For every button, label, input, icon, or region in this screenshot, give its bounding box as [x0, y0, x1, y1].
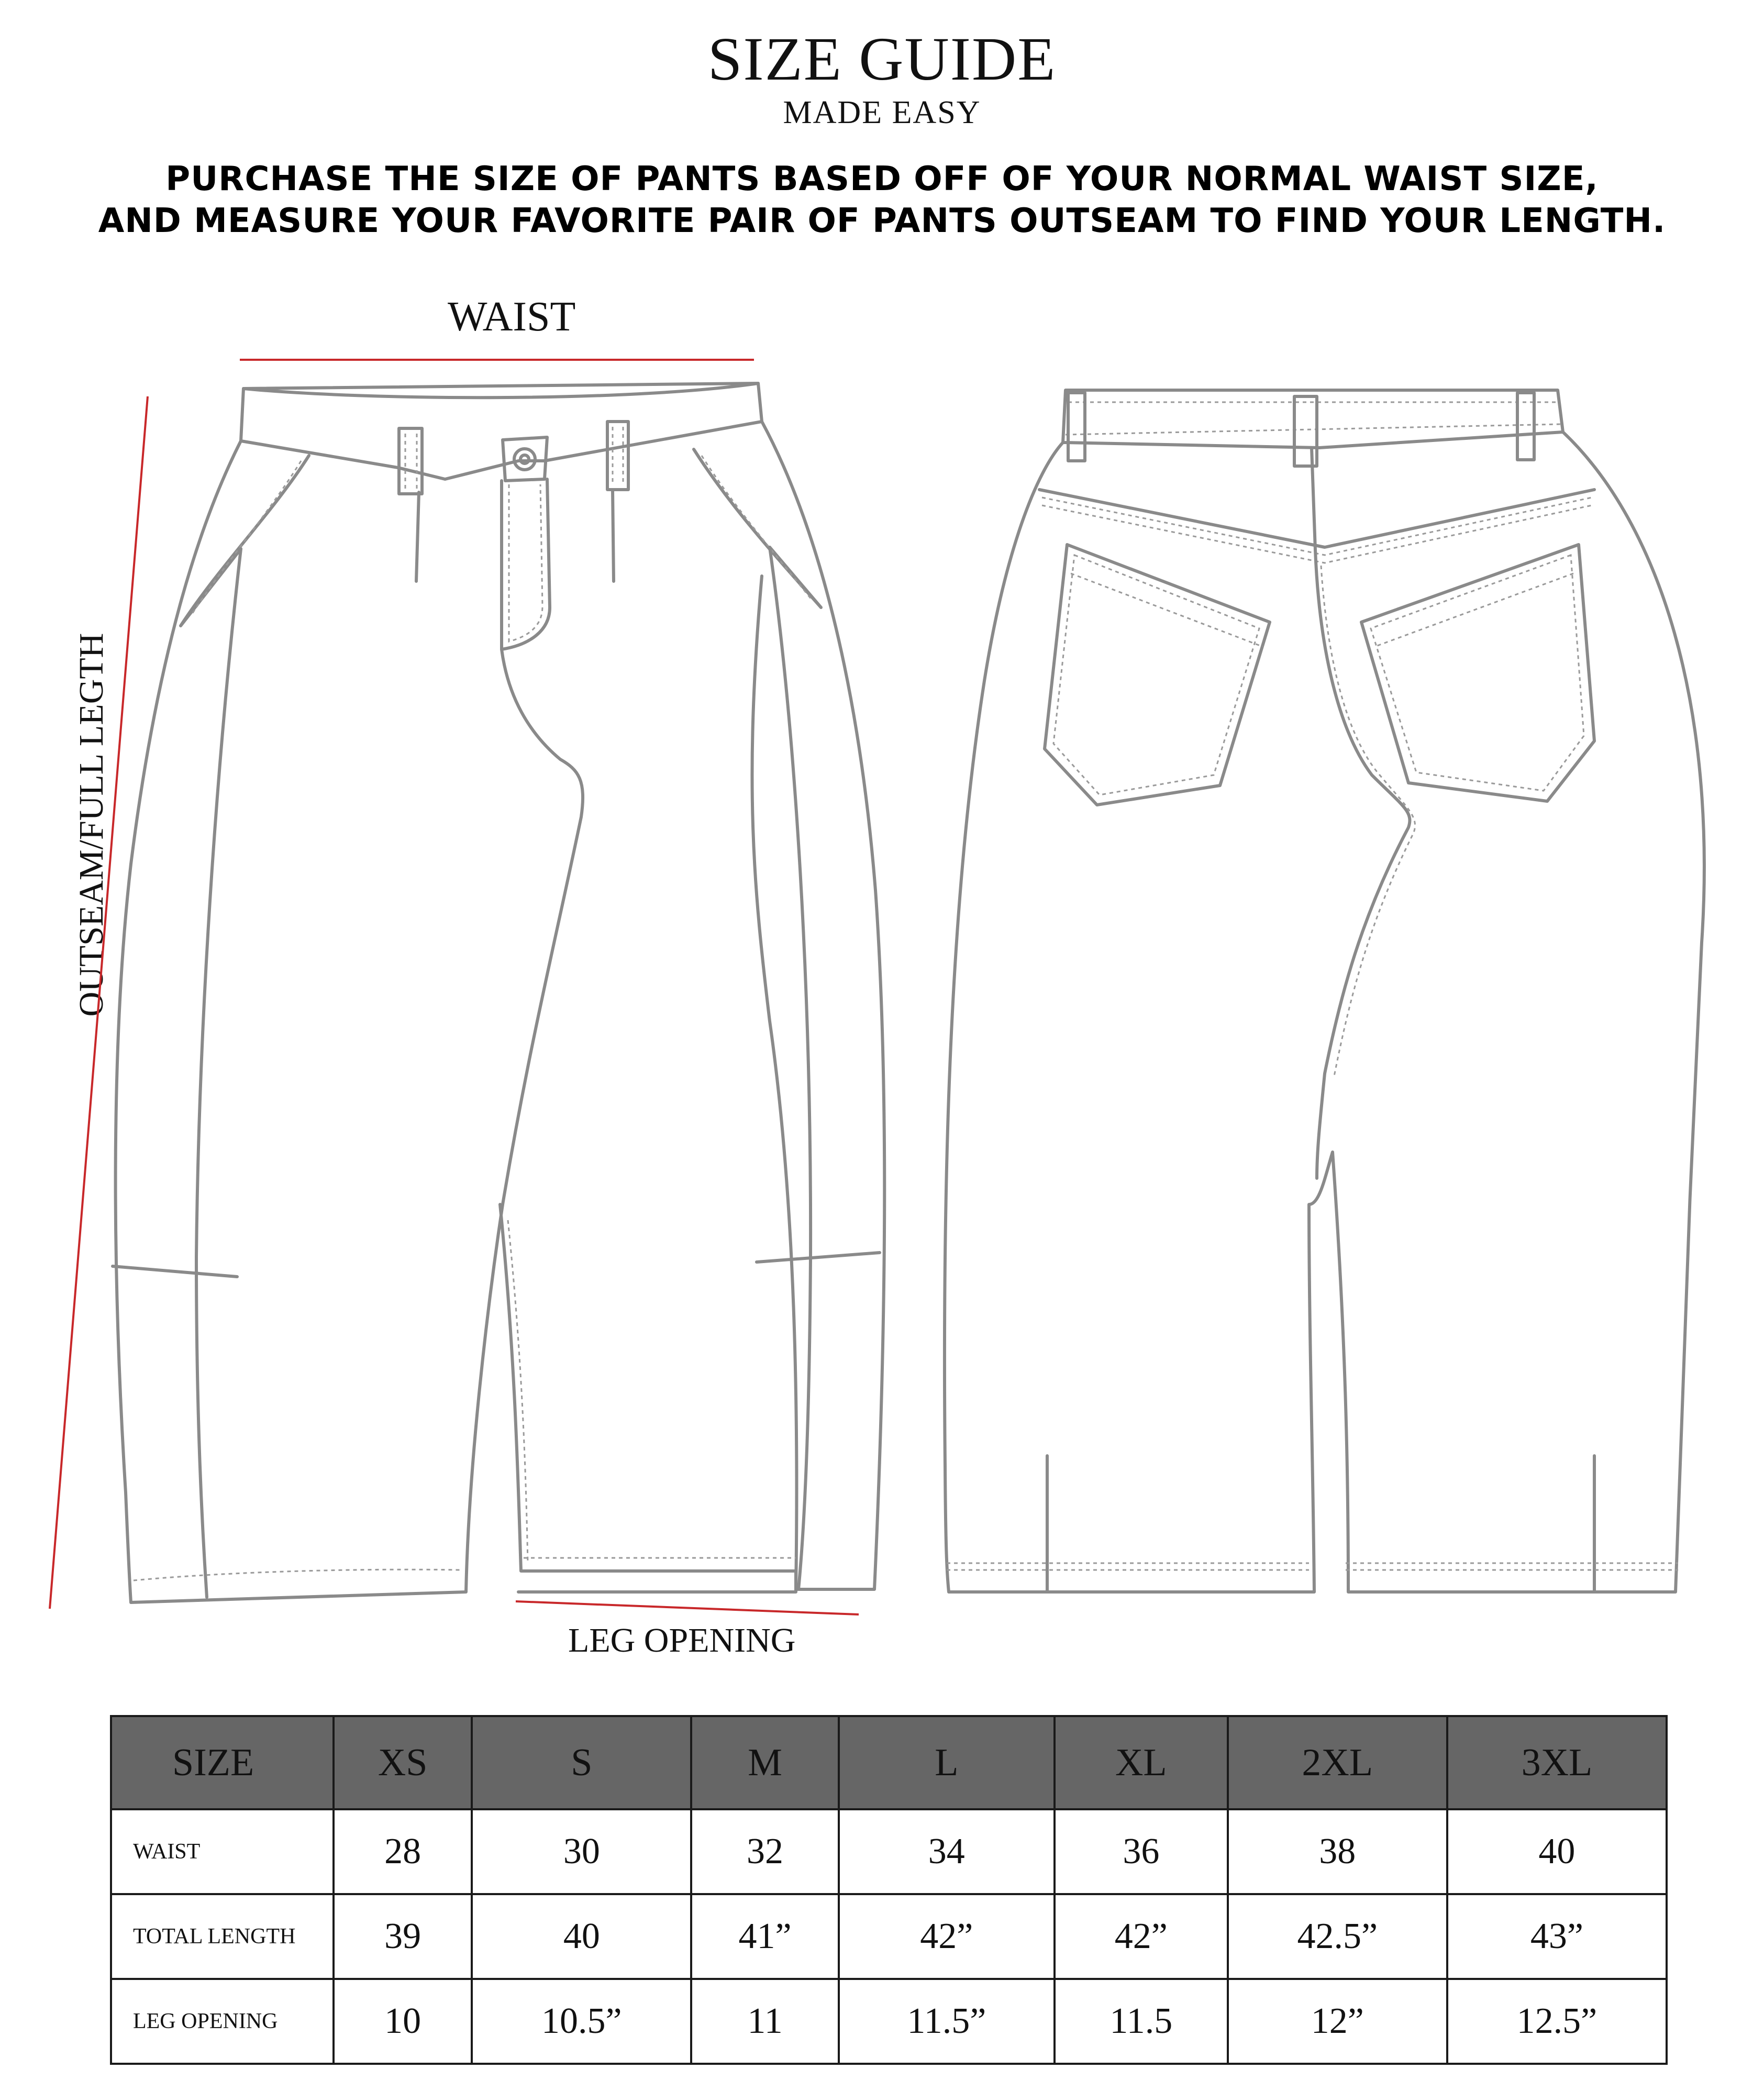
table-cell: 28 [334, 1809, 472, 1894]
size-header-xl: XL [1055, 1716, 1228, 1809]
back-pants-sketch [945, 390, 1704, 1592]
row-label: WAIST [111, 1809, 334, 1894]
table-cell: 40 [1447, 1809, 1667, 1894]
table-cell: 34 [839, 1809, 1055, 1894]
row-label: LEG OPENING [111, 1979, 334, 2064]
table-cell: 36 [1055, 1809, 1228, 1894]
size-header-xs: XS [334, 1716, 472, 1809]
table-cell: 12.5” [1447, 1979, 1667, 2064]
table-cell: 43” [1447, 1894, 1667, 1979]
table-cell: 32 [691, 1809, 838, 1894]
table-cell: 42” [839, 1894, 1055, 1979]
outseam-measure-line [50, 396, 148, 1609]
table-row-leg-opening [111, 1979, 1667, 2064]
size-header-m: M [691, 1716, 838, 1809]
row-label: TOTAL LENGTH [111, 1894, 334, 1979]
table-cell: 42” [1055, 1894, 1228, 1979]
table-cell: 41” [691, 1894, 838, 1979]
table-cell: 11.5” [839, 1979, 1055, 2064]
page-subtitle: MADE EASY [783, 95, 981, 130]
size-header-2xl: 2XL [1228, 1716, 1447, 1809]
size-header-s: S [472, 1716, 691, 1809]
table-cell: 40 [472, 1894, 691, 1979]
size-corner-label: SIZE [111, 1716, 334, 1809]
table-cell: 30 [472, 1809, 691, 1894]
size-header-row [111, 1716, 1667, 1809]
table-cell: 10.5” [472, 1979, 691, 2064]
size-header-l: L [839, 1716, 1055, 1809]
table-cell: 11 [691, 1979, 838, 2064]
table-cell: 11.5 [1055, 1979, 1228, 2064]
size-header-3xl: 3XL [1447, 1716, 1667, 1809]
outseam-label: OUTSEAM/FULL LEGTH [72, 633, 110, 1017]
table-cell: 39 [334, 1894, 472, 1979]
table-cell: 42.5” [1228, 1894, 1447, 1979]
instruction-line-1: PURCHASE THE SIZE OF PANTS BASED OFF OF YOUR NORMAL WAIST SIZE, [165, 160, 1599, 198]
table-cell: 12” [1228, 1979, 1447, 2064]
leg-opening-label: LEG OPENING [568, 1621, 796, 1659]
table-row-total-length [111, 1894, 1667, 1979]
size-chart-table [110, 1715, 1668, 2065]
instruction-line-2: AND MEASURE YOUR FAVORITE PAIR OF PANTS OUTSEAM TO FIND YOUR LENGTH. [98, 202, 1666, 240]
table-row-waist [111, 1809, 1667, 1894]
front-pants-sketch [113, 383, 884, 1602]
page-title: SIZE GUIDE [707, 25, 1057, 93]
waist-label: WAIST [448, 294, 576, 340]
table-cell: 10 [334, 1979, 472, 2064]
leg-opening-measure-line [516, 1601, 859, 1614]
table-cell: 38 [1228, 1809, 1447, 1894]
